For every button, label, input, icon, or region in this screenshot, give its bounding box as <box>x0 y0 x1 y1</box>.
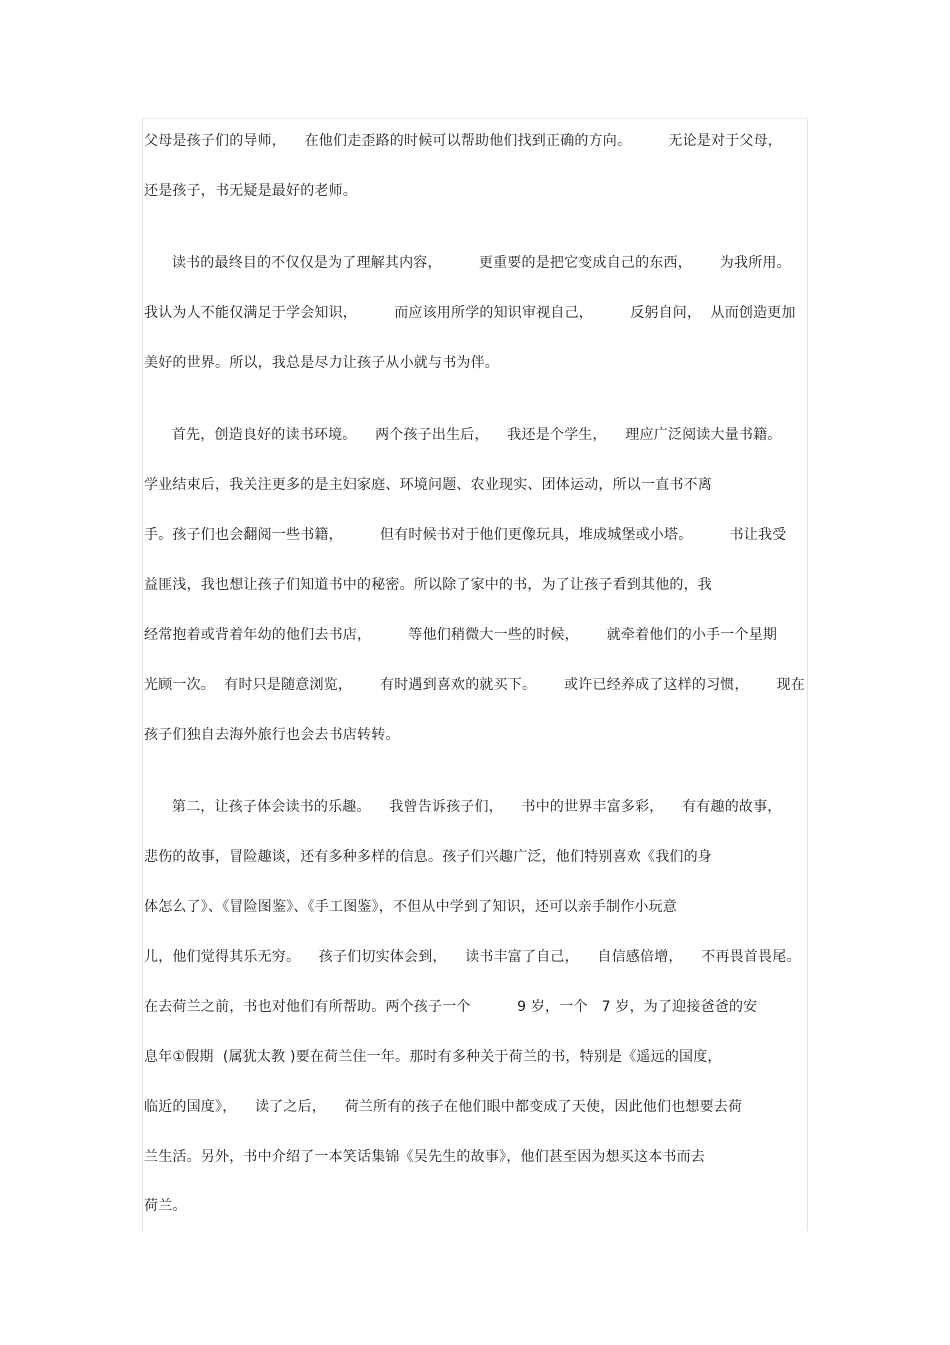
text-line: 第二，让孩子体会读书的乐趣。 我曾告诉孩子们， 书中的世界丰富多彩， 有有趣的故事， <box>144 799 782 815</box>
text-line: 学业结束后，我关注更多的是主妇家庭、环境问题、农业现实、团体运动，所以一直书不离 <box>144 477 712 493</box>
text-line: 还是孩子，书无疑是最好的老师。 <box>144 183 357 199</box>
text-line: 息年①假期 (属犹太教 )要在荷兰住一年。那时有多种关于荷兰的书，特别是《遥远的国度， <box>144 1049 722 1065</box>
text-line: 在去荷兰之前，书也对他们有所帮助。两个孩子一个 9 岁，一个 7 岁，为了迎接爸爸的安 <box>144 999 758 1015</box>
text-line: 体怎么了》、《冒险图鉴》、《手工图鉴》，不但从中学到了知识，还可以亲手制作小玩意 <box>144 899 677 915</box>
text-line: 我认为人不能仅满足于学会知识， 而应该用所学的知识审视自己， 反躬自问， 从而创造更加 <box>144 305 796 321</box>
text-line: 光顾一次。 有时只是随意浏览， 有时遇到喜欢的就买下。 或许已经养成了这样的习惯， 现在 <box>144 677 806 693</box>
text-line: 首先，创造良好的读书环境。 两个孩子出生后， 我还是个学生， 理应广泛阅读大量书籍。 <box>144 427 782 443</box>
text-line: 兰生活。另外，书中介绍了一本笑话集锦《吴先生的故事》，他们甚至因为想买这本书而去 <box>144 1149 705 1165</box>
text-line: 悲伤的故事，冒险趣谈，还有多种多样的信息。孩子们兴趣广泛，他们特别喜欢《我们的身 <box>144 849 712 865</box>
text-line: 益匪浅，我也想让孩子们知道书中的秘密。所以除了家中的书，为了让孩子看到其他的，我 <box>144 577 712 593</box>
text-line: 手。孩子们也会翻阅一些书籍， 但有时候书对于他们更像玩具，堆成城堡或小塔。 书让我受 <box>144 527 787 543</box>
text-line: 荷兰。 <box>144 1198 187 1214</box>
text-line: 经常抱着或背着年幼的他们去书店， 等他们稍微大一些的时候， 就牵着他们的小手一个星期 <box>144 627 778 643</box>
text-line: 读书的最终目的不仅仅是为了理解其内容， 更重要的是把它变成自己的东西， 为我所用。 <box>144 255 791 271</box>
text-line: 美好的世界。所以，我总是尽力让孩子从小就与书为伴。 <box>144 355 499 371</box>
text-line: 孩子们独自去海外旅行也会去书店转转。 <box>144 727 400 743</box>
text-line: 儿，他们觉得其乐无穷。 孩子们切实体会到， 读书丰富了自己， 自信感倍增， 不再畏首畏尾。 <box>144 949 801 965</box>
text-line: 父母是孩子们的导师， 在他们走歪路的时候可以帮助他们找到正确的方向。 无论是对于父母， <box>144 133 782 149</box>
text-line: 临近的国度》， 读了之后， 荷兰所有的孩子在他们眼中都变成了天使，因此他们也想要去荷 <box>144 1099 743 1115</box>
